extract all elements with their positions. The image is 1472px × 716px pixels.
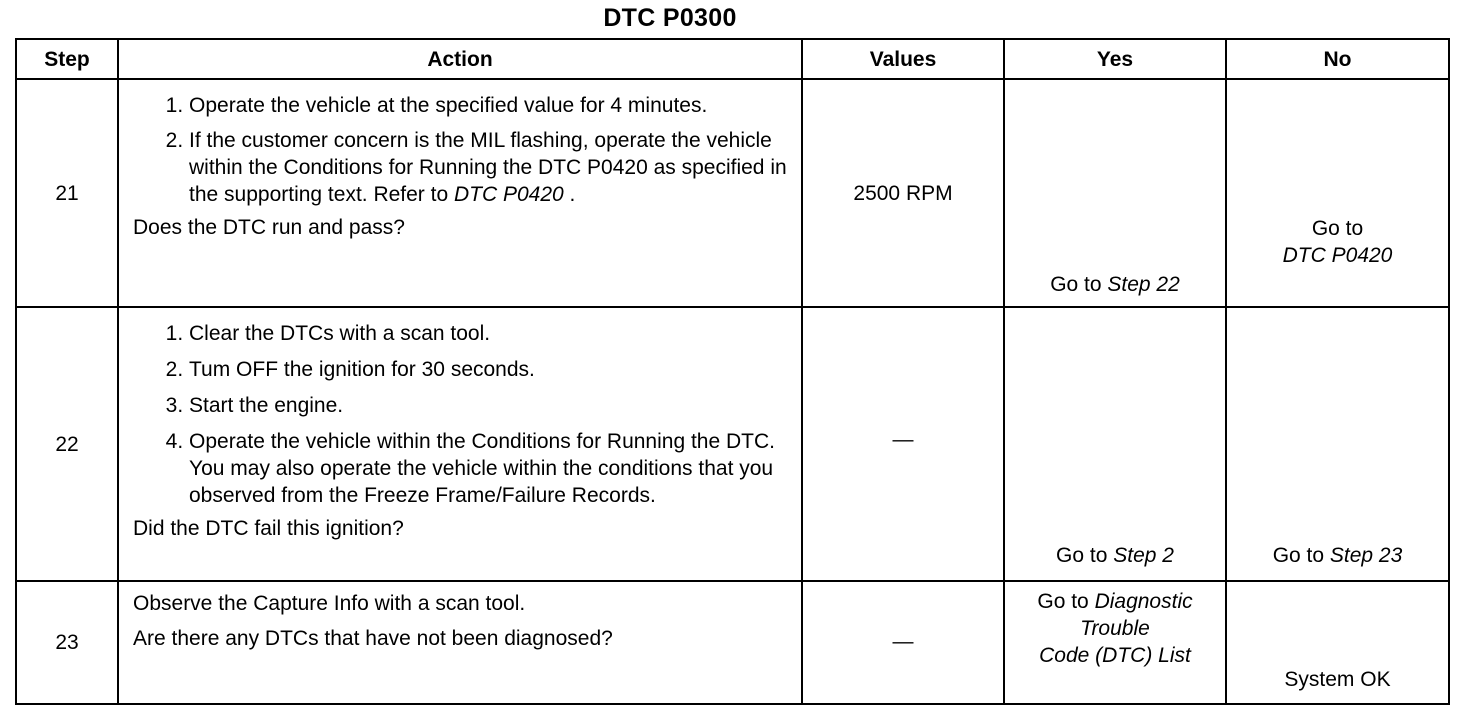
yes-cell xyxy=(1004,581,1226,704)
yes-cell xyxy=(1004,79,1226,307)
header-values: Values xyxy=(802,39,1004,79)
question-text: Are there any DTCs that have not been diagnosed? xyxy=(133,627,613,650)
step-number: 21 xyxy=(16,79,118,307)
header-yes: Yes xyxy=(1004,39,1226,79)
no-result: System OK xyxy=(1284,668,1391,691)
question-text: Did the DTC fail this ignition? xyxy=(133,517,404,540)
header-row xyxy=(16,39,1449,79)
action-item: 4. Operate the vehicle within the Conditions for Running the DTC. You may also operate the vehicle within the conditions that you observed from the Freeze Frame/Failure Records. xyxy=(189,428,787,509)
question-text: Does the DTC run and pass? xyxy=(133,216,405,239)
value-text: 2500 RPM xyxy=(853,182,953,205)
yes-result: Go to Diagnostic Trouble Code (DTC) List xyxy=(1037,590,1193,667)
action-item: 2. Tum OFF the ignition for 30 seconds. xyxy=(189,356,787,383)
no-cell xyxy=(1226,79,1449,307)
value-cell xyxy=(802,79,1004,307)
value-cell xyxy=(802,307,1004,581)
page-title: DTC P0300 xyxy=(603,4,737,32)
reference-link: DTC P0420 xyxy=(453,183,564,206)
table-row xyxy=(16,79,1449,307)
yes-result: Go to Step 22 xyxy=(1050,273,1180,296)
value-text: — xyxy=(892,630,914,653)
step-number: 23 xyxy=(16,581,118,704)
action-line: Observe the Capture Info with a scan tool. xyxy=(133,592,526,615)
diagnostic-table xyxy=(15,38,1450,705)
action-cell xyxy=(118,581,802,704)
header-step: Step xyxy=(16,39,118,79)
value-text: — xyxy=(892,428,914,451)
no-cell xyxy=(1226,307,1449,581)
action-item: 1. Operate the vehicle at the specified value for 4 minutes. xyxy=(189,92,787,119)
value-cell xyxy=(802,581,1004,704)
no-cell xyxy=(1226,581,1449,704)
table-row xyxy=(16,307,1449,581)
table-row xyxy=(16,581,1449,704)
no-result: Go to DTC P0420 xyxy=(1282,217,1393,267)
action-cell xyxy=(118,307,802,581)
step-number: 22 xyxy=(16,307,118,581)
action-item: 3. Start the engine. xyxy=(189,392,787,419)
action-item: 1. Clear the DTCs with a scan tool. xyxy=(189,320,787,347)
yes-result: Go to Step 2 xyxy=(1056,544,1174,567)
header-no: No xyxy=(1226,39,1449,79)
action-cell xyxy=(118,79,802,307)
yes-cell xyxy=(1004,307,1226,581)
no-result: Go to Step 23 xyxy=(1272,544,1403,567)
action-item: 2. If the customer concern is the MIL flashing, operate the vehicle within the Conditions for Running the DTC P0420 as specified in the supporting text. Refer to DTC P0420 . xyxy=(189,127,787,208)
header-action: Action xyxy=(118,39,802,79)
